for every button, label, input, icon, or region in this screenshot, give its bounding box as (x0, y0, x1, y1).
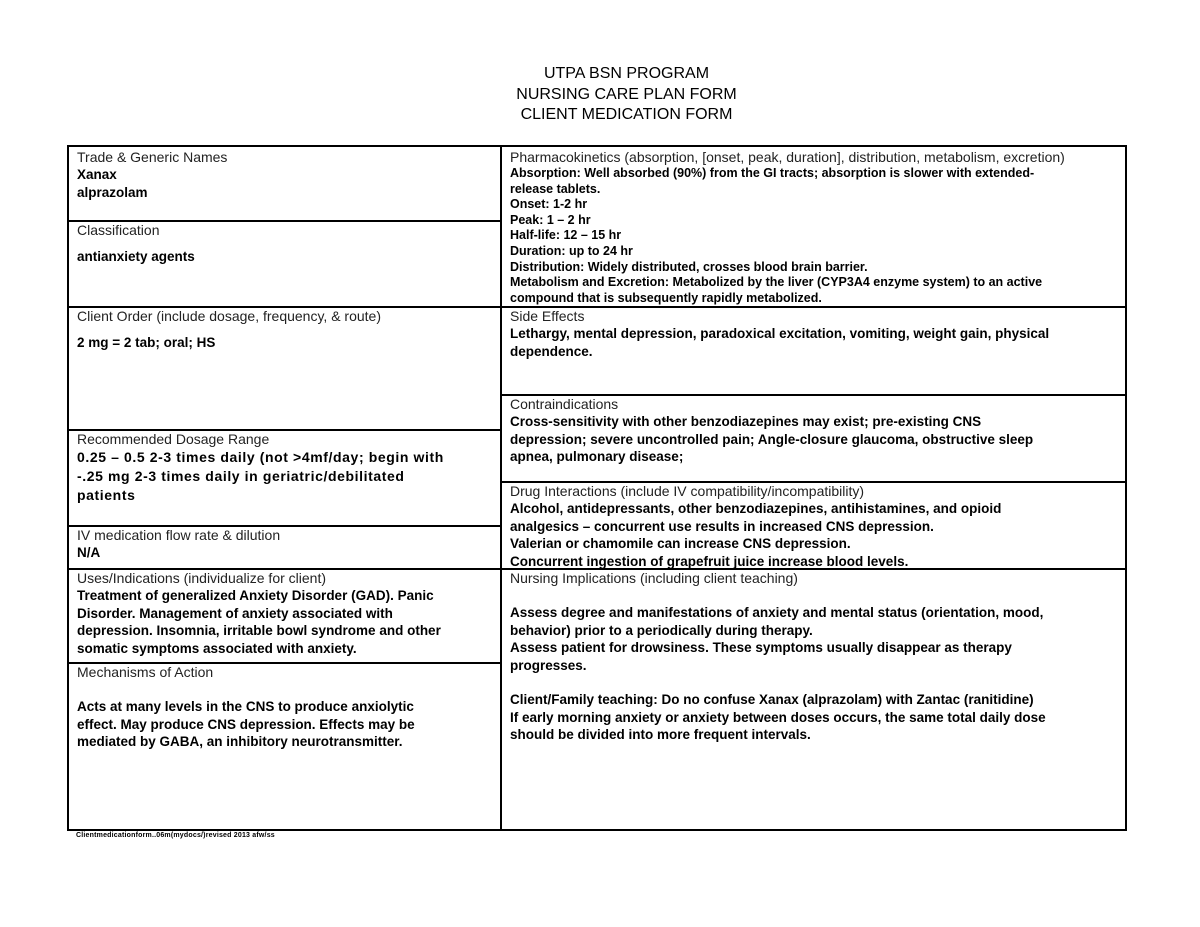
pharmacokinetics-label: Pharmacokinetics (absorption, [onset, peak, duration], distribution, metabolism, excretion) (510, 149, 1065, 165)
contraindications-cell (504, 396, 1125, 481)
uses-label: Uses/Indications (individualize for client) (77, 570, 326, 586)
teaching-line: Client/Family teaching: Do no confuse Xanax (alprazolam) with Zantac (ranitidine) (510, 692, 1034, 707)
uses-line: somatic symptoms associated with anxiety. (77, 640, 357, 656)
iv-value: N/A (77, 545, 101, 560)
contraindications-label: Contraindications (510, 396, 619, 412)
pharmacokinetics-line: release tablets. (510, 181, 601, 196)
side-effects-line: Lethargy, mental depression, paradoxical excitation, vomiting, weight gain, physical (510, 326, 1050, 341)
mechanism-line: effect. May produce CNS depression. Effects may be (77, 716, 415, 732)
column-divider (500, 147, 502, 829)
medication-form-table (67, 145, 1127, 831)
trade-names-cell (71, 149, 500, 220)
form-subtitle: CLIENT MEDICATION FORM (520, 106, 733, 123)
side-effects-line: dependence. (510, 343, 593, 359)
form-title: NURSING CARE PLAN FORM (516, 85, 737, 103)
contraindications-line: Cross-sensitivity with other benzodiazepines may exist; pre-existing CNS (510, 414, 982, 429)
uses-line: Treatment of generalized Anxiety Disorder (GAD). Panic (77, 588, 434, 603)
pharmacokinetics-line: Half-life: 12 – 15 hr (510, 228, 622, 243)
trade-names-label: Trade & Generic Names (77, 149, 228, 165)
generic-name: alprazolam (77, 184, 148, 200)
dosage-range-line: patients (77, 487, 136, 503)
mechanism-line: Acts at many levels in the CNS to produce anxiolytic (77, 699, 414, 714)
teaching-line: If early morning anxiety or anxiety between doses occurs, the same total daily dose (510, 709, 1046, 725)
nursing-line: Assess degree and manifestations of anxiety and mental status (orientation, mood, (510, 605, 1044, 620)
teaching-line: should be divided into more frequent intervals. (510, 727, 811, 742)
program-title: UTPA BSN PROGRAM (543, 65, 710, 82)
iv-label: IV medication flow rate & dilution (77, 527, 281, 543)
uses-cell (71, 570, 500, 662)
nursing-implications-cell (504, 570, 1125, 829)
nursing-line: progresses. (510, 657, 587, 673)
pharmacokinetics-line: Absorption: Well absorbed (90%) from the GI tracts; absorption is slower with extended- (510, 166, 1035, 180)
mechanism-line: mediated by GABA, an inhibitory neurotransmitter. (77, 734, 403, 749)
dosage-range-line: 0.25 – 0.5 2-3 times daily (not >4mf/day; begin with (77, 449, 444, 465)
mechanism-label: Mechanisms of Action (77, 664, 214, 680)
pharmacokinetics-line: Distribution: Widely distributed, crosses blood brain barrier. (510, 259, 868, 274)
interactions-line: Valerian or chamomile can increase CNS depression. (510, 536, 851, 551)
contraindications-line: apnea, pulmonary disease; (510, 449, 684, 464)
interactions-line: Alcohol, antidepressants, other benzodiazepines, antihistamines, and opioid (510, 501, 1002, 516)
nursing-label: Nursing Implications (including client teaching) (510, 570, 798, 586)
contraindications-line: depression; severe uncontrolled pain; Angle-closure glaucoma, obstructive sleep (510, 431, 1034, 447)
client-order-cell (71, 308, 500, 429)
dosage-range-cell (71, 431, 500, 525)
interactions-label: Drug Interactions (include IV compatibility/incompatibility) (510, 483, 865, 499)
pharmacokinetics-line: Metabolism and Excretion: Metabolized by the liver (CYP3A4 enzyme system) to an active (510, 275, 1043, 290)
pharmacokinetics-cell (504, 149, 1125, 306)
interactions-line: Concurrent ingestion of grapefruit juice increase blood levels. (510, 553, 909, 568)
dosage-range-label: Recommended Dosage Range (77, 431, 270, 447)
classification-value: antianxiety agents (77, 249, 195, 264)
nursing-line: behavior) prior to a periodically during therapy. (510, 622, 813, 638)
pharmacokinetics-line: Duration: up to 24 hr (510, 243, 633, 258)
uses-line: depression. Insomnia, irritable bowl syndrome and other (77, 623, 441, 638)
pharmacokinetics-line: Peak: 1 – 2 hr (510, 212, 591, 227)
iv-cell (71, 527, 500, 568)
pharmacokinetics-line: compound that is subsequently rapidly metabolized. (510, 290, 822, 305)
form-footer: Clientmedicationform..06m(mydocs/)revised 2013 afw/ss (76, 832, 275, 839)
dosage-range-line: -.25 mg 2-3 times daily in geriatric/debilitated (77, 468, 405, 484)
interactions-cell (504, 483, 1125, 568)
interactions-line: analgesics – concurrent use results in increased CNS depression. (510, 518, 934, 534)
uses-line: Disorder. Management of anxiety associated with (77, 605, 393, 621)
client-order-value: 2 mg = 2 tab; oral; HS (77, 335, 216, 350)
mechanism-cell (71, 664, 500, 829)
nursing-line: Assess patient for drowsiness. These symptoms usually disappear as therapy (510, 640, 1012, 655)
trade-name: Xanax (77, 167, 117, 182)
form-header (0, 64, 1200, 126)
side-effects-label: Side Effects (510, 308, 585, 324)
classification-cell (71, 222, 500, 306)
client-order-label: Client Order (include dosage, frequency, & route) (77, 308, 382, 324)
side-effects-cell (504, 308, 1125, 394)
classification-label: Classification (77, 222, 160, 238)
pharmacokinetics-line: Onset: 1-2 hr (510, 197, 588, 212)
